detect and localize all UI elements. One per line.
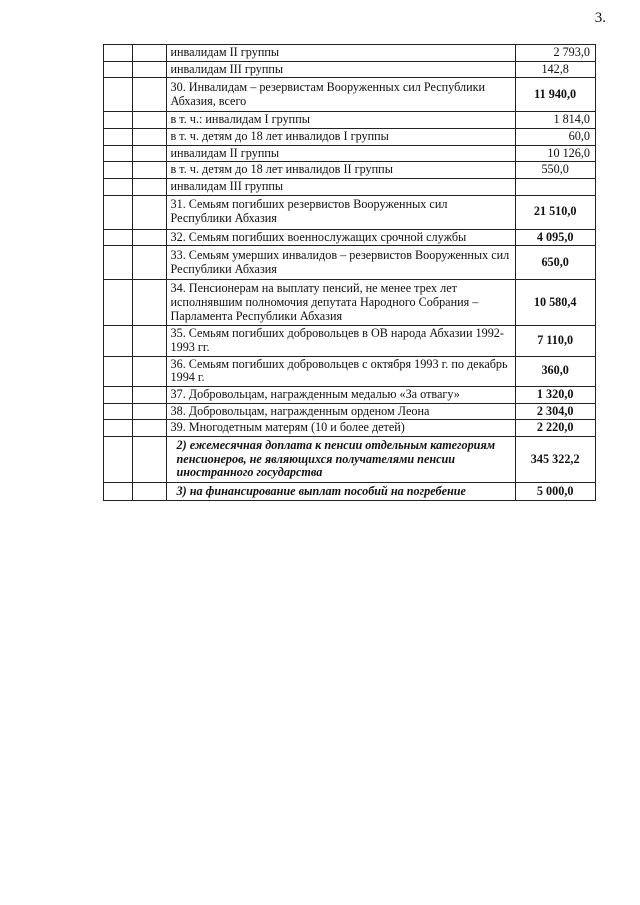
row-label: 34. Пенсионерам на выплату пенсий, не менее трех лет исполнявшим полномочия депутата Народного Собрания – Парламента Республики Абхазия (166, 280, 516, 326)
table-row (104, 178, 596, 195)
code-cell-1 (104, 482, 133, 500)
code-cell-1 (104, 145, 133, 162)
row-label: 36. Семьям погибших добровольцев с октября 1993 г. по декабрь 1994 г. (166, 356, 516, 386)
code-cell-1 (104, 280, 133, 326)
code-cell-2 (133, 326, 166, 356)
code-cell-1 (104, 112, 133, 129)
code-cell-1 (104, 420, 133, 437)
row-amount: 142,8 (516, 61, 596, 78)
table-row (104, 280, 596, 326)
row-label: 38. Добровольцам, награжденным орденом Леона (166, 403, 516, 420)
row-label: инвалидам II группы (166, 145, 516, 162)
code-cell-1 (104, 326, 133, 356)
row-amount: 7 110,0 (516, 326, 596, 356)
code-cell-1 (104, 436, 133, 482)
row-label: 30. Инвалидам – резервистам Вооруженных сил Республики Абхазия, всего (166, 78, 516, 112)
code-cell-1 (104, 403, 133, 420)
table-row (104, 420, 596, 437)
table-row (104, 386, 596, 403)
row-amount: 345 322,2 (516, 436, 596, 482)
row-amount: 11 940,0 (516, 78, 596, 112)
budget-table-body (104, 45, 596, 501)
table-row (104, 78, 596, 112)
table-row (104, 145, 596, 162)
row-amount: 10 580,4 (516, 280, 596, 326)
row-label: 3) на финансирование выплат пособий на погребение (166, 482, 516, 500)
row-label: 35. Семьям погибших добровольцев в ОВ народа Абхазии 1992-1993 гг. (166, 326, 516, 356)
code-cell-1 (104, 178, 133, 195)
code-cell-1 (104, 195, 133, 229)
code-cell-1 (104, 45, 133, 62)
page-number: 3. (594, 10, 606, 26)
table-row (104, 482, 596, 500)
row-amount: 21 510,0 (516, 195, 596, 229)
row-amount: 1 320,0 (516, 386, 596, 403)
code-cell-2 (133, 45, 166, 62)
code-cell-1 (104, 246, 133, 280)
code-cell-1 (104, 128, 133, 145)
code-cell-2 (133, 356, 166, 386)
code-cell-2 (133, 246, 166, 280)
code-cell-2 (133, 229, 166, 246)
code-cell-2 (133, 78, 166, 112)
code-cell-1 (104, 356, 133, 386)
row-amount: 10 126,0 (516, 145, 596, 162)
row-label: в т. ч.: инвалидам I группы (166, 112, 516, 129)
row-amount: 550,0 (516, 162, 596, 179)
row-label: 37. Добровольцам, награжденным медалью «За отвагу» (166, 386, 516, 403)
row-label: 32. Семьям погибших военнослужащих срочной службы (166, 229, 516, 246)
row-label: в т. ч. детям до 18 лет инвалидов I группы (166, 128, 516, 145)
table-row (104, 403, 596, 420)
code-cell-1 (104, 386, 133, 403)
table-row (104, 61, 596, 78)
code-cell-2 (133, 403, 166, 420)
code-cell-2 (133, 436, 166, 482)
row-label: инвалидам III группы (166, 178, 516, 195)
table-row (104, 436, 596, 482)
code-cell-2 (133, 178, 166, 195)
row-label: инвалидам III группы (166, 61, 516, 78)
table-row (104, 162, 596, 179)
code-cell-2 (133, 145, 166, 162)
row-amount: 2 304,0 (516, 403, 596, 420)
row-label: в т. ч. детям до 18 лет инвалидов II группы (166, 162, 516, 179)
code-cell-1 (104, 162, 133, 179)
row-label: 31. Семьям погибших резервистов Вооруженных сил Республики Абхазия (166, 195, 516, 229)
code-cell-1 (104, 61, 133, 78)
code-cell-2 (133, 386, 166, 403)
code-cell-2 (133, 128, 166, 145)
row-amount: 360,0 (516, 356, 596, 386)
row-label: 39. Многодетным матерям (10 и более детей) (166, 420, 516, 437)
code-cell-2 (133, 112, 166, 129)
row-label: 2) ежемесячная доплата к пенсии отдельным категориям пенсионеров, не являющихся получателями пенсии иностранного государства (166, 436, 516, 482)
code-cell-1 (104, 78, 133, 112)
row-label: инвалидам II группы (166, 45, 516, 62)
row-amount (516, 178, 596, 195)
table-row (104, 128, 596, 145)
row-amount: 1 814,0 (516, 112, 596, 129)
row-label: 33. Семьям умерших инвалидов – резервистов Вооруженных сил Республики Абхазия (166, 246, 516, 280)
table-row (104, 229, 596, 246)
budget-table (103, 44, 596, 501)
table-row (104, 246, 596, 280)
row-amount: 650,0 (516, 246, 596, 280)
row-amount: 4 095,0 (516, 229, 596, 246)
code-cell-2 (133, 482, 166, 500)
row-amount: 2 220,0 (516, 420, 596, 437)
table-row (104, 45, 596, 62)
row-amount: 2 793,0 (516, 45, 596, 62)
code-cell-2 (133, 280, 166, 326)
code-cell-2 (133, 420, 166, 437)
table-row (104, 195, 596, 229)
table-row (104, 356, 596, 386)
row-amount: 5 000,0 (516, 482, 596, 500)
table-row (104, 326, 596, 356)
code-cell-2 (133, 61, 166, 78)
row-amount: 60,0 (516, 128, 596, 145)
code-cell-2 (133, 162, 166, 179)
code-cell-1 (104, 229, 133, 246)
table-row (104, 112, 596, 129)
code-cell-2 (133, 195, 166, 229)
